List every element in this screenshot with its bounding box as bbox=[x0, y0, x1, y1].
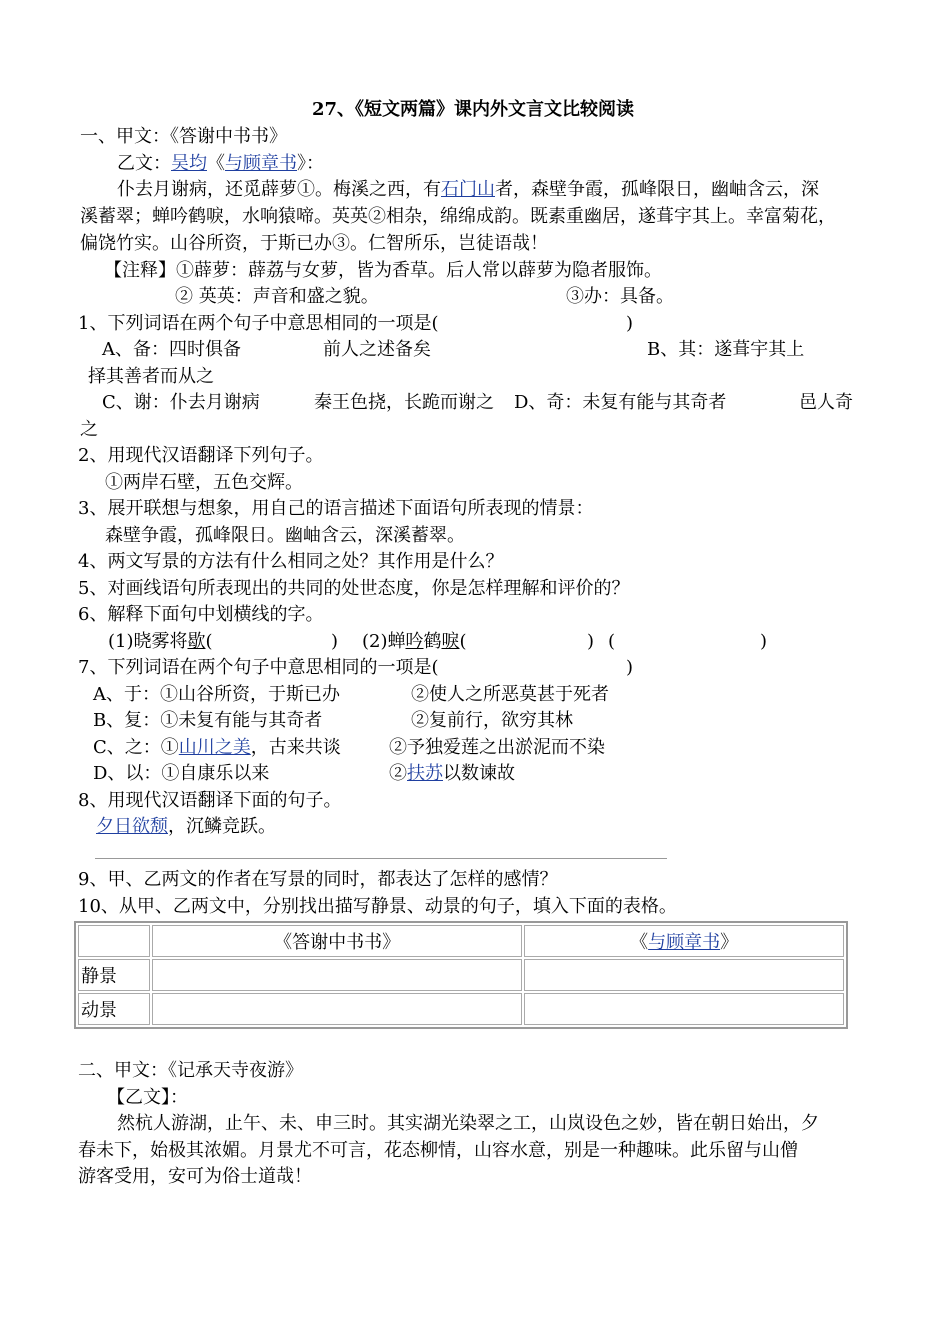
note-line-3: ③办：具备。 bbox=[566, 286, 674, 307]
q6-2-paren-close2: ) bbox=[760, 631, 768, 652]
question-8-item: 夕日欲颓，沉鳞竞跃。 bbox=[96, 816, 276, 837]
question-5: 5、对画线语句所表现出的共同的处世态度，你是怎样理解和评价的？ bbox=[78, 578, 630, 599]
q1-option-d1: D、奇：未复有能与其奇者 bbox=[514, 392, 727, 413]
q1-option-b2: 择其善者而从之 bbox=[88, 366, 214, 387]
question-6-item-2: (2)蝉吟鹤唳( bbox=[362, 631, 467, 652]
page-title: 27、《短文两篇》课内外文言文比较阅读 bbox=[312, 99, 635, 120]
q1-option-c1: C、谢：仆去月谢病 bbox=[102, 392, 260, 413]
q7-option-d1: D、以：①自康乐以来 bbox=[93, 763, 270, 784]
table-row-label: 静景 bbox=[78, 959, 150, 991]
question-6-item-1: (1)晓雾将歇( bbox=[108, 631, 213, 652]
table-row bbox=[78, 993, 844, 1025]
table-answer-cell[interactable] bbox=[524, 993, 844, 1025]
question-3: 3、展开联想与想象，用自己的语言描述下面语句所表现的情景： bbox=[78, 498, 594, 519]
question-2: 2、用现代汉语翻译下列句子。 bbox=[78, 445, 324, 466]
q1-option-b1: B、其：遂葺宇其上 bbox=[647, 339, 805, 360]
q7-option-d2: ②扶苏以数谏故 bbox=[389, 763, 515, 784]
q7-option-b1: B、复：①未复有能与其奇者 bbox=[93, 710, 323, 731]
title-link[interactable]: 与顾章书 bbox=[225, 153, 297, 174]
table-row bbox=[78, 959, 844, 991]
passage-line-2: 溪蓄翠；蝉吟鹤唳，水响猿啼。英英②相杂，绵绵成韵。既素重幽居，遂葺宇其上。幸富菊花， bbox=[80, 206, 836, 227]
q6-2-paren-open2: ( bbox=[608, 631, 616, 652]
part1-jia: 一、甲文：《答谢中书书》 bbox=[80, 126, 287, 147]
table-answer-cell[interactable] bbox=[152, 993, 522, 1025]
part1-yi-line: 乙文：吴均《与顾章书》： bbox=[117, 153, 324, 174]
q1-option-d3: 之 bbox=[80, 419, 98, 440]
shimenshan-link[interactable]: 石门山 bbox=[441, 179, 495, 200]
q7-option-a1: A、于：①山谷所资，于斯已办 bbox=[93, 684, 340, 705]
q6-2-paren-close: ) bbox=[587, 631, 595, 652]
question-4: 4、两文写景的方法有什么相同之处？其作用是什么？ bbox=[78, 551, 504, 572]
q1-option-a1: A、备：四时俱备 bbox=[102, 339, 241, 360]
question-7-paren: ) bbox=[626, 657, 634, 678]
table-row-label: 动景 bbox=[78, 993, 150, 1025]
q1-option-a2: 前人之述备矣 bbox=[323, 339, 431, 360]
answer-table bbox=[74, 921, 848, 1029]
question-9: 9、甲、乙两文的作者在写景的同时，都表达了怎样的感情？ bbox=[78, 869, 558, 890]
note-line-1: 【注释】①薜萝：薜荔与女萝，皆为香草。后人常以薜萝为隐者服饰。 bbox=[104, 260, 662, 281]
part2-line-2: 春未下，始极其浓媚。月景尤不可言，花态柳情，山容水意，别是一种趣味。此乐留与山僧 bbox=[78, 1140, 798, 1161]
table-header-dxzsss: 《答谢中书书》 bbox=[152, 925, 522, 957]
q7-option-b2: ②复前行，欲穷其林 bbox=[411, 710, 573, 731]
answer-line bbox=[95, 858, 667, 859]
author-link[interactable]: 吴均 bbox=[171, 153, 207, 174]
question-1: 1、下列词语在两个句子中意思相同的一项是( bbox=[78, 313, 439, 334]
question-8: 8、用现代汉语翻译下面的句子。 bbox=[78, 790, 342, 811]
part2-line-1: 然杭人游湖，止午、未、申三时。其实湖光染翠之工，山岚设色之妙，皆在朝日始出，夕 bbox=[117, 1113, 819, 1134]
fusu-link[interactable]: 扶苏 bbox=[407, 763, 443, 784]
question-3-item: 森壁争霞，孤峰限日。幽岫含云，深溪蓄翠。 bbox=[105, 525, 465, 546]
table-corner-cell bbox=[78, 925, 150, 957]
passage-line-1: 仆去月谢病，还觅薜萝①。梅溪之西，有石门山者，森壁争霞，孤峰限日，幽岫含云，深 bbox=[117, 179, 819, 200]
passage-line-3: 偏饶竹实。山谷所资，于斯已办③。仁智所乐，岂徒语哉！ bbox=[80, 233, 548, 254]
part2-jia: 二、甲文：《记承天寺夜游》 bbox=[78, 1060, 303, 1081]
note-line-2: ② 英英：声音和盛之貌。 bbox=[175, 286, 379, 307]
table-answer-cell[interactable] bbox=[152, 959, 522, 991]
xiri-link[interactable]: 夕日欲颓 bbox=[96, 816, 168, 837]
q1-option-d2: 邑人奇 bbox=[799, 392, 853, 413]
table-title-link[interactable]: 与顾章书 bbox=[648, 932, 721, 953]
table-answer-cell[interactable] bbox=[524, 959, 844, 991]
question-6: 6、解释下面句中划横线的字。 bbox=[78, 604, 324, 625]
table-header-ygzs: 《与顾章书》 bbox=[524, 925, 844, 957]
part2-yi: 【乙文】： bbox=[107, 1087, 188, 1108]
question-10: 10、从甲、乙两文中，分别找出描写静景、动景的句子，填入下面的表格。 bbox=[78, 896, 677, 917]
question-7: 7、下列词语在两个句子中意思相同的一项是( bbox=[78, 657, 439, 678]
q7-option-c1: C、之：①山川之美，古来共谈 bbox=[93, 737, 341, 758]
question-1-paren: ) bbox=[626, 313, 634, 334]
q7-option-c2: ②予独爱莲之出淤泥而不染 bbox=[389, 737, 605, 758]
question-2-item: ①两岸石壁，五色交辉。 bbox=[105, 472, 303, 493]
q1-option-c2: 秦王色挠，长跪而谢之 bbox=[314, 392, 494, 413]
part2-line-3: 游客受用，安可为俗士道哉！ bbox=[78, 1166, 312, 1187]
q6-1-paren: ) bbox=[331, 631, 339, 652]
shanchuan-link[interactable]: 山川之美 bbox=[178, 737, 251, 758]
q7-option-a2: ②使人之所恶莫甚于死者 bbox=[411, 684, 609, 705]
table-header-row bbox=[78, 925, 844, 957]
